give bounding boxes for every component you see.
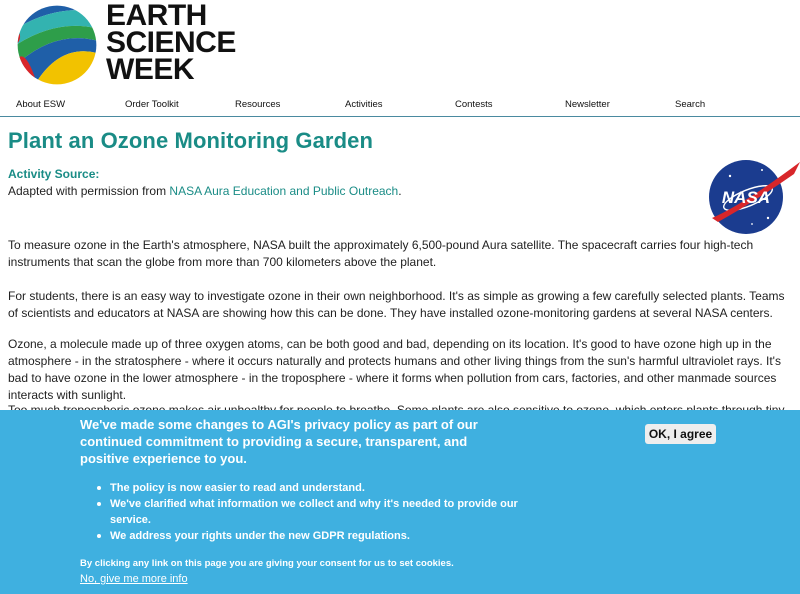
consent-bullet: We address your rights under the new GDPR regulations. [110, 528, 530, 544]
logo-line-2: SCIENCE [106, 26, 236, 59]
nav-item-newsletter[interactable]: Newsletter [565, 99, 610, 110]
site-header [0, 0, 800, 92]
source-prefix: Adapted with permission from [8, 184, 170, 198]
nav-item-order-toolkit[interactable]: Order Toolkit [125, 99, 179, 110]
nasa-logo-icon [704, 156, 800, 238]
nav-item-search[interactable]: Search [675, 99, 706, 110]
main-nav [0, 96, 800, 117]
paragraph-3: Ozone, a molecule made up of three oxygen atoms, can be both good and bad, depending on its location. It's good to have ozone high up in the atmosphere - in the stratosphere - where it occurs naturally and protects humans and other living things from the sun's harmful ultraviolet rays. It's bad to have ozone in the lower atmosphere - in the troposphere - where it forms when pollution from cars, factories, and other manmade sources interacts with sunlight. [8, 337, 781, 402]
nav-item-activities[interactable]: Activities [345, 99, 383, 110]
main-content [8, 128, 792, 402]
nav-item-about[interactable]: About ESW [16, 99, 66, 110]
paragraph-1: To measure ozone in the Earth's atmosphere, NASA built the approximately 6,500-pound Aura satellite. The spacecraft carries four high-tech instruments that scan the globe from more than 700 kilometers above the planet. [8, 238, 754, 269]
consent-heading: We've made some changes to AGI's privacy policy as part of our continued commitment to providing a secure, transparent, and positive experience to you. [80, 417, 478, 466]
nav-item-resources[interactable]: Resources [235, 99, 281, 110]
source-suffix: . [398, 184, 402, 198]
consent-bullet-list [80, 480, 530, 544]
earth-science-week-logo-icon[interactable] [16, 4, 98, 86]
ok-agree-button[interactable]: OK, I agree [645, 424, 716, 444]
activity-source-line [8, 183, 792, 200]
more-info-link[interactable]: No, give me more info [80, 573, 188, 585]
logo-line-1: EARTH [106, 0, 207, 32]
nasa-aura-link[interactable]: NASA Aura Education and Public Outreach [169, 184, 399, 198]
logo-line-3: WEEK [106, 53, 194, 86]
consent-bullet: We've clarified what information we collect and why it's needed to provide our service. [110, 496, 530, 528]
nasa-logo-text: NASA [721, 188, 771, 207]
consent-note: By clicking any link on this page you are giving your consent for us to set cookies. [80, 558, 454, 569]
activity-source-label: Activity Source: [8, 167, 100, 181]
nav-item-contests[interactable]: Contests [455, 99, 493, 110]
page-title: Plant an Ozone Monitoring Garden [8, 128, 373, 153]
privacy-consent-banner [0, 410, 800, 594]
paragraph-2: For students, there is an easy way to investigate ozone in their own neighborhood. It's as simple as growing a few carefully selected plants. Teams of scientists and educators at NASA are showing how this can be done. They have installed ozone-monitoring gardens at several NASA centers. [8, 289, 785, 320]
logo-wordmark[interactable] [106, 0, 236, 86]
consent-bullet: The policy is now easier to read and understand. [110, 480, 530, 496]
